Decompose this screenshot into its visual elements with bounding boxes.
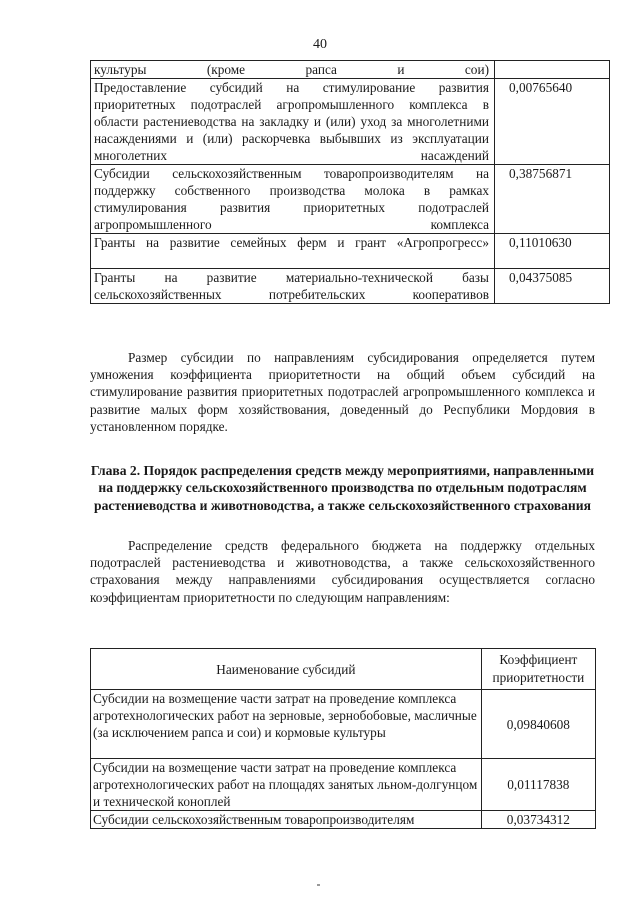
subsidy-name-cell: Субсидии на возмещение части затрат на проведение комплекса агротехнологических работ на площадях занятых льном-долгунцом и технической коноплей — [91, 759, 482, 811]
coefficient-cell: 0,00765640 — [495, 79, 610, 165]
page-number: 40 — [313, 37, 327, 52]
subsidy-name-cell: Субсидии на возмещение части затрат на проведение комплекса агротехнологических работ на зерновые, зернобобовые, масличные (за исключением рапса и сои) и кормовые культуры — [91, 690, 482, 759]
subsidy-name-cell: Гранты на развитие материально-технической базы сельскохозяйственных потребительских кооперативов — [91, 269, 495, 304]
table-header-row — [91, 649, 596, 690]
coefficient-cell — [495, 61, 610, 79]
body-paragraph: Распределение средств федерального бюджета на поддержку отдельных подотраслей растениеводства и животноводства, а также сельскохозяйственного страхования между направлениями субсидирования осуществляется согласно коэффициентам приоритетности по следующим направлениям: — [90, 538, 595, 605]
table-row — [91, 759, 596, 811]
coefficient-cell: 0,03734312 — [481, 811, 595, 829]
body-paragraph: Размер субсидии по направлениям субсидирования определяется путем умножения коэффициента приоритетности на общий объем субсидий на стимулирование развития приоритетных подотраслей агропромышленного комплекса и развитие малых форм хозяйствования, доведенный до Республики Мордовия в установленном порядке. — [90, 350, 595, 434]
scan-speck — [317, 884, 320, 886]
priority-coefficient-table — [90, 648, 596, 829]
chapter-heading: Глава 2. Порядок распределения средств между мероприятиями, направленными на поддержку сельскохозяйственного производства по отдельным подотраслям растениеводства и животноводства, а также сельскохозяйственного страхования — [90, 463, 595, 513]
table-row — [91, 61, 610, 79]
coefficient-cell: 0,38756871 — [495, 165, 610, 234]
table-row — [91, 165, 610, 234]
column-header-coefficient: Коэффициент приоритетности — [481, 649, 595, 690]
table-row — [91, 234, 610, 269]
column-header-name: Наименование субсидий — [91, 649, 482, 690]
subsidy-name-cell: Субсидии сельскохозяйственным товаропроизводителям на поддержку собственного производства молока в рамках стимулирования развития приоритетных подотраслей агропромышленного комплекса — [91, 165, 495, 234]
coefficient-cell: 0,01117838 — [481, 759, 595, 811]
subsidy-name-cell: Гранты на развитие семейных ферм и грант «Агропрогресс» — [91, 234, 495, 269]
table-row — [91, 79, 610, 165]
subsidy-name-cell: культуры (кроме рапса и сои) — [91, 61, 495, 79]
coefficient-cell: 0,04375085 — [495, 269, 610, 304]
table-row — [91, 690, 596, 759]
subsidy-table-continued — [90, 60, 610, 304]
coefficient-cell: 0,09840608 — [481, 690, 595, 759]
table-row — [91, 811, 596, 829]
subsidy-name-cell: Субсидии сельскохозяйственным товаропроизводителям — [91, 811, 482, 829]
table-row — [91, 269, 610, 304]
subsidy-name-cell: Предоставление субсидий на стимулирование развития приоритетных подотраслей агропромышленного комплекса в области растениеводства на закладку и (или) уход за многолетними насаждениями и (или) раскорчевка выбывших из эксплуатации многолетних насаждений — [91, 79, 495, 165]
coefficient-cell: 0,11010630 — [495, 234, 610, 269]
